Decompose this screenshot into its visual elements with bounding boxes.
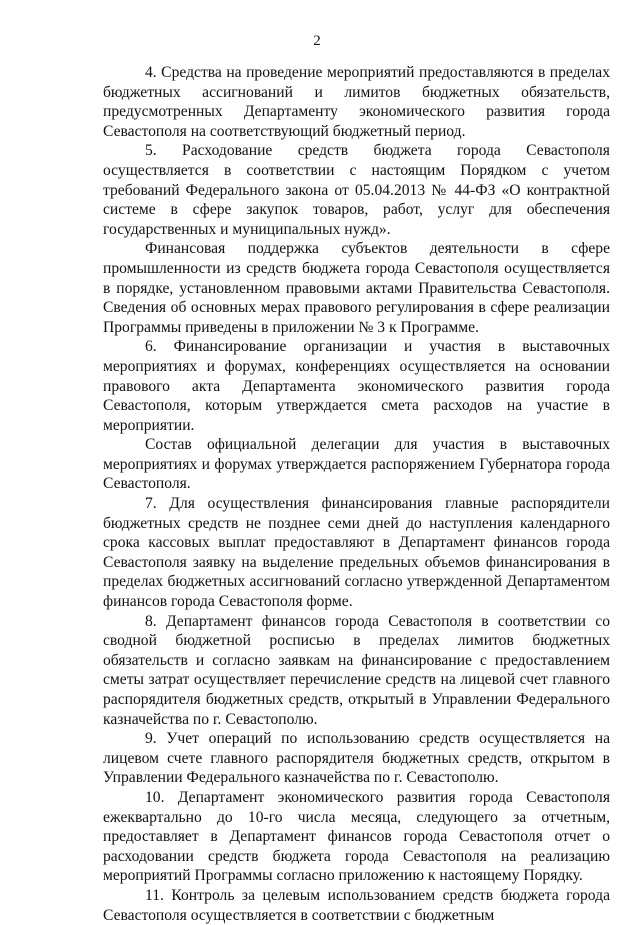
paragraph-item-9: 9. Учет операций по использованию средств осуществляется на лицевом счете главного распорядителя бюджетных средств, открытом в Управлении Федерального казначейства по г. Севастополю. (103, 730, 610, 787)
paragraph-financial-support: Финансовая поддержка субъектов деятельности в сфере промышленности из средств бюджета города Севастополя осуществляется в порядке, установленном правовыми актами Правительства Севастополя. Сведения об основных мерах правового регулирования в сфере реализации Программы приведены в приложении № 3 к Программе. (103, 240, 610, 336)
paragraph-item-6: 6. Финансирование организации и участия в выставочных мероприятиях и форумах, конференциях осуществляется на основании правового акта Департамента экономического развития города Севастополя, которым утверждается смета расходов на участие в мероприятии. (103, 338, 610, 434)
paragraph-item-10: 10. Департамент экономического развития города Севастополя ежеквартально до 10-го числа месяца, следующего за отчетным, предоставляет в Департамент финансов города Севастополя отчет о расходовании средств бюджета города Севастополя на реализацию мероприятий Программы согласно приложению к настоящему Порядку. (103, 788, 610, 885)
page-number: 2 (313, 33, 321, 49)
paragraph-delegation: Состав официальной делегации для участия в выставочных мероприятиях и форумах утверждается распоряжением Губернатора города Севастополя. (103, 436, 610, 493)
paragraph-item-11: 11. Контроль за целевым использованием средств бюджета города Севастополя осуществляется в соответствии с бюджетным (103, 886, 610, 924)
paragraph-item-7: 7. Для осуществления финансирования главные распорядители бюджетных средств не позднее семи дней до наступления календарного срока кассовых выплат предоставляют в Департамент финансов города Севастополя заявку на выделение предельных объемов финансирования в пределах бюджетных ассигнований согласно утвержденной Департаментом финансов города Севастополя форме. (103, 495, 610, 611)
document-body (103, 63, 610, 925)
paragraph-item-4: 4. Средства на проведение мероприятий предоставляются в пределах бюджетных ассигнований и лимитов бюджетных обязательств, предусмотренных Департаменту экономического развития города Севастополя на соответствующий бюджетный период. (103, 64, 610, 140)
paragraph-item-5: 5. Расходование средств бюджета города Севастополя осуществляется в соответствии с настоящим Порядком с учетом требований Федерального закона от 05.04.2013 № 44-ФЗ «О контрактной системе в сфере закупок товаров, работ, услуг для обеспечения государственных и муниципальных нужд». (103, 142, 610, 238)
paragraph-item-8: 8. Департамент финансов города Севастополя в соответствии со сводной бюджетной росписью в пределах лимитов бюджетных обязательств и согласно заявкам на финансирование с предоставлением сметы затрат осуществляет перечисление средств на лицевой счет главного распорядителя бюджетных средств, открытый в Управлении Федерального казначейства по г. Севастополю. (103, 612, 610, 728)
